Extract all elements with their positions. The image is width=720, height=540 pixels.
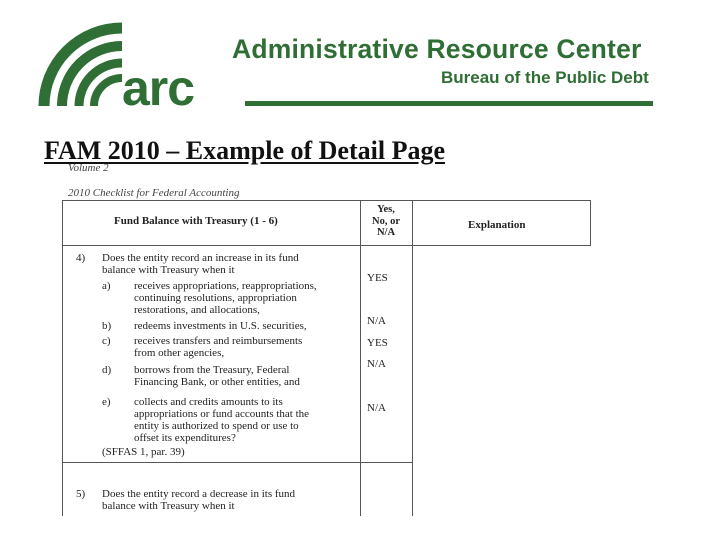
column-header-fund-balance: Fund Balance with Treasury (1 - 6)	[114, 215, 278, 227]
scanned-checklist-page	[62, 160, 592, 516]
answer-value: YES	[367, 337, 388, 349]
item-text: continuing resolutions, appropriation	[134, 292, 297, 304]
row-divider	[62, 462, 412, 463]
table-right-border	[590, 200, 591, 246]
yes-label: Yes,	[377, 204, 395, 215]
header-row-divider	[62, 245, 590, 246]
item-text: from other agencies,	[134, 347, 225, 359]
header-divider	[245, 101, 653, 106]
item-text: collects and credits amounts to its	[134, 396, 283, 408]
question-number: 5)	[76, 488, 86, 500]
answer-value: N/A	[367, 358, 386, 370]
volume-label: Volume 2	[68, 162, 109, 174]
item-label: b)	[102, 320, 112, 332]
item-label: d)	[102, 364, 112, 376]
question-text: balance with Treasury when it	[102, 500, 235, 512]
na-label: N/A	[376, 227, 396, 238]
item-label: e)	[102, 396, 111, 408]
item-text: offset its expenditures?	[134, 432, 236, 444]
no-or-label: No, or	[372, 215, 400, 227]
item-text: receives transfers and reimbursements	[134, 335, 303, 347]
table-top-border	[62, 200, 590, 201]
column-header-explanation: Explanation	[468, 219, 526, 231]
item-label: a)	[102, 280, 111, 292]
table-left-border	[62, 200, 63, 516]
item-text: redeems investments in U.S. securities,	[134, 320, 307, 332]
question-text: Does the entity record an increase in its fund	[102, 252, 299, 264]
arc-logo	[36, 22, 232, 110]
checklist-header: 2010 Checklist for Federal Accounting	[68, 187, 240, 199]
answer-value: N/A	[367, 315, 386, 327]
column-divider	[412, 200, 413, 516]
column-header-yes-no	[360, 204, 412, 239]
question-number: 4)	[76, 252, 86, 264]
item-text: appropriations or fund accounts that the	[134, 408, 310, 420]
item-text: entity is authorized to spend or use to	[134, 420, 299, 432]
question-text: Does the entity record a decrease in its fund	[102, 488, 296, 500]
item-text: borrows from the Treasury, Federal	[134, 364, 290, 376]
column-divider	[360, 200, 361, 516]
item-text: Financing Bank, or other entities, and	[134, 376, 300, 388]
reference-citation: (SFFAS 1, par. 39)	[102, 446, 185, 458]
org-subtitle: Bureau of the Public Debt	[441, 68, 649, 87]
question-text: balance with Treasury when it	[102, 264, 235, 276]
item-text: restorations, and allocations,	[134, 304, 260, 316]
answer-value: YES	[367, 272, 388, 284]
item-text: receives appropriations, reappropriations,	[134, 280, 317, 292]
answer-value: N/A	[367, 402, 386, 414]
slide-title: FAM 2010 – Example of Detail Page	[44, 136, 445, 165]
item-label: c)	[102, 335, 111, 347]
svg-text:arc: arc	[122, 60, 195, 110]
org-name: Administrative Resource Center	[232, 34, 642, 64]
